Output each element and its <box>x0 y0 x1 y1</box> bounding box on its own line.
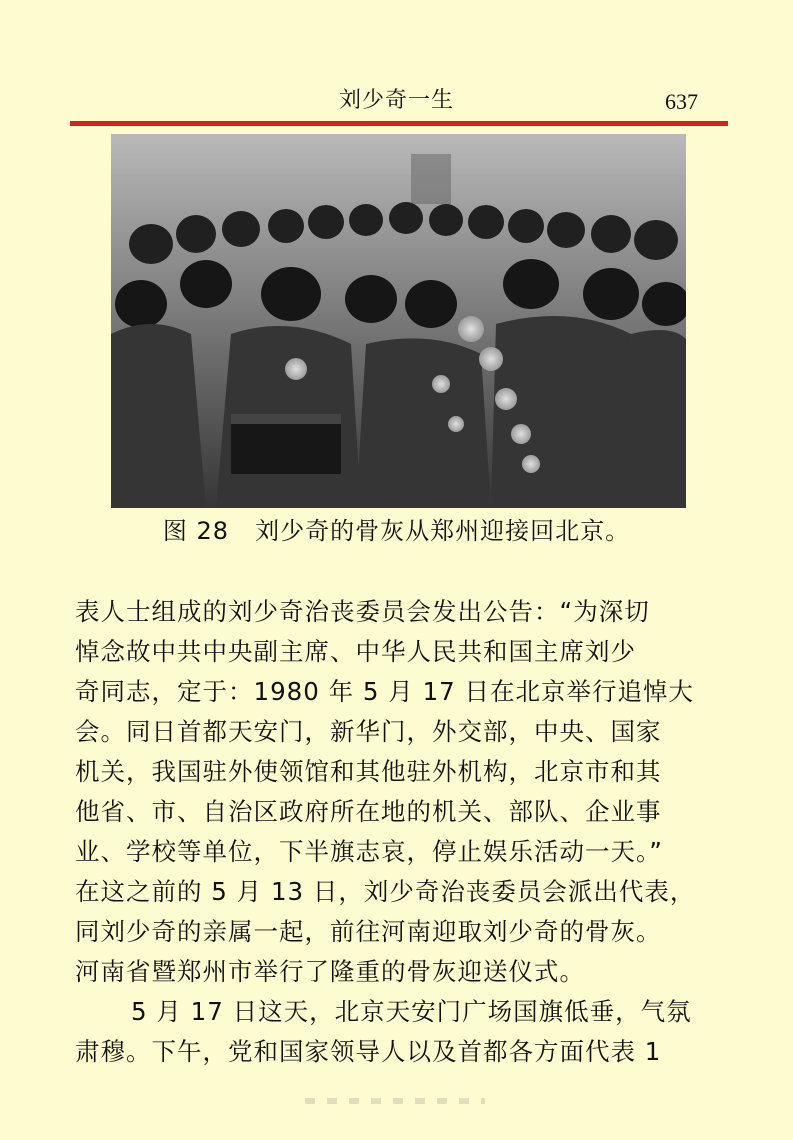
body-line: 同刘少奇的亲属一起，前往河南迎取刘少奇的骨灰。 <box>75 917 662 946</box>
body-line: 会。同日首都天安门，新华门，外交部，中央、国家 <box>75 717 662 746</box>
body-line-paragraph-start: 5 月 17 日这天，北京天安门广场国旗低垂，气氛 <box>131 997 692 1026</box>
header-rule <box>70 121 728 126</box>
body-line: 奇同志，定于：1980 年 5 月 17 日在北京举行追悼大 <box>75 677 695 706</box>
running-title: 刘少奇一生 <box>338 88 454 113</box>
body-line: 他省、市、自治区政府所在地的机关、部队、企业事 <box>75 797 662 826</box>
funeral-crowd-photo <box>111 134 686 508</box>
photo-illustration <box>111 134 686 508</box>
figure-label: 图 28 <box>162 517 230 545</box>
body-line: 业、学校等单位，下半旗志哀，停止娱乐活动一天。” <box>75 837 663 866</box>
body-line: 在这之前的 5 月 13 日，刘少奇治丧委员会派出代表， <box>75 877 696 906</box>
body-line: 机关，我国驻外使领馆和其他驻外机构，北京市和其 <box>75 757 662 786</box>
body-line: 悼念故中共中央副主席、中华人民共和国主席刘少 <box>75 637 636 666</box>
body-line: 肃穆。下午，党和国家领导人以及首都各方面代表 1 <box>75 1037 662 1066</box>
footer-smudge <box>305 1098 485 1104</box>
figure-caption-text: 刘少奇的骨灰从郑州迎接回北京。 <box>255 517 631 545</box>
figure-caption <box>0 514 793 548</box>
page-number: 637 <box>665 89 698 114</box>
body-line: 表人士组成的刘少奇治丧委员会发出公告：“为深切 <box>75 597 650 626</box>
body-text <box>75 592 723 1072</box>
body-line: 河南省暨郑州市举行了隆重的骨灰迎送仪式。 <box>75 957 585 986</box>
